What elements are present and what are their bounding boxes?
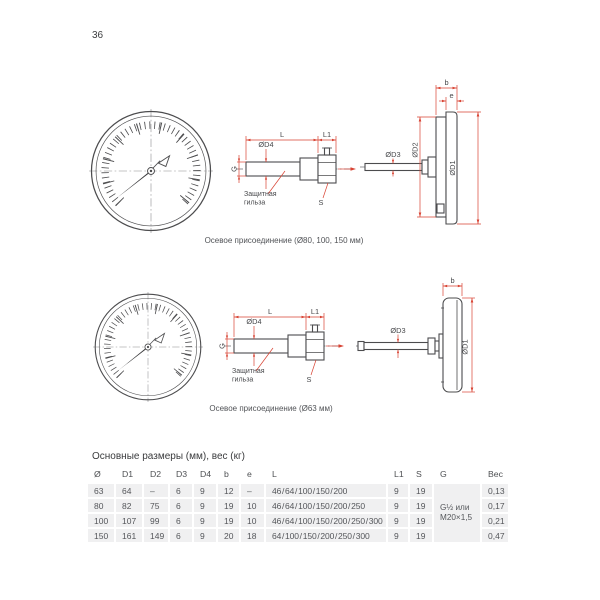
dial-gauge-drawing-small bbox=[93, 292, 203, 402]
label-sleeve-1: Защитная bbox=[232, 368, 265, 375]
figure-caption-small: Осевое присоединение (Ø63 мм) bbox=[209, 404, 333, 413]
dimension-L1 bbox=[318, 130, 336, 141]
gauge-hub-dot bbox=[150, 170, 152, 172]
label-b: b bbox=[450, 276, 455, 285]
label-D3: ØD3 bbox=[385, 150, 401, 159]
label-D1: ØD1 bbox=[460, 339, 470, 355]
col-header-d4: D4 bbox=[194, 468, 216, 482]
cell-l-values: 46 / 64 / 100 / 150 / 200 bbox=[266, 484, 386, 497]
label-L1: L1 bbox=[322, 130, 332, 139]
col-header-s: S bbox=[410, 468, 432, 482]
label-b: b bbox=[444, 78, 449, 87]
cell: 63 bbox=[88, 484, 114, 497]
col-header-d1: D1 bbox=[116, 468, 142, 482]
axis-arrow bbox=[326, 344, 344, 347]
g-thread-line1: G½ или bbox=[440, 502, 470, 512]
rear-view-large bbox=[360, 70, 495, 235]
cell: 107 bbox=[116, 514, 142, 527]
cell: 10 bbox=[241, 499, 264, 512]
cell-l-values: 46 / 64 / 100 / 150 / 200 / 250 bbox=[266, 499, 386, 512]
cell: 64 bbox=[116, 484, 142, 497]
dimension-G bbox=[230, 155, 247, 183]
label-sleeve-1: Защитная bbox=[244, 191, 277, 198]
dimension-D1 bbox=[461, 298, 476, 392]
rear-view-small bbox=[356, 262, 486, 402]
cell: 99 bbox=[144, 514, 168, 527]
cell: 80 bbox=[88, 499, 114, 512]
g-thread-line2: M20×1,5 bbox=[440, 513, 473, 522]
cell: 6 bbox=[170, 529, 192, 542]
cell: 6 bbox=[170, 484, 192, 497]
cell: 19 bbox=[410, 514, 432, 527]
cell: – bbox=[241, 484, 264, 497]
gauge-set-pointer bbox=[149, 333, 165, 345]
label-D3: ØD3 bbox=[390, 326, 406, 335]
dimension-b bbox=[443, 276, 462, 296]
cell: 9 bbox=[388, 484, 408, 497]
label-L: L bbox=[279, 130, 285, 139]
cell: 9 bbox=[194, 484, 216, 497]
col-header-l: L bbox=[266, 468, 386, 482]
case-body bbox=[441, 298, 462, 392]
table-row bbox=[88, 484, 508, 497]
figure-caption-large: Осевое присоединение (Ø80, 100, 150 мм) bbox=[204, 236, 364, 245]
col-header-d2: D2 bbox=[144, 468, 168, 482]
dimensions-table bbox=[86, 466, 510, 544]
cell: 19 bbox=[218, 499, 239, 512]
gauge-needle bbox=[117, 169, 152, 197]
cell: 9 bbox=[388, 499, 408, 512]
cell-l-values: 46 / 64 / 100 / 150 / 200 / 250 / 300 bbox=[266, 514, 386, 527]
thermowell-body bbox=[246, 148, 336, 183]
dimension-S bbox=[319, 183, 328, 207]
label-sleeve-2: гильза bbox=[244, 199, 266, 207]
gauge-hub-dot bbox=[147, 346, 149, 348]
cell: 9 bbox=[194, 529, 216, 542]
col-header-b: b bbox=[218, 468, 239, 482]
label-D4: ØD4 bbox=[246, 317, 262, 326]
col-header-e: e bbox=[241, 468, 264, 482]
label-L: L bbox=[267, 307, 273, 316]
label-sleeve-2: гильза bbox=[232, 376, 254, 384]
dimension-G bbox=[218, 332, 235, 360]
cell-weight: 0,47 bbox=[482, 529, 508, 542]
cell: 100 bbox=[88, 514, 114, 527]
gauge-minor-ticks bbox=[105, 125, 197, 203]
cell: 12 bbox=[218, 484, 239, 497]
cell: 75 bbox=[144, 499, 168, 512]
cell: 20 bbox=[218, 529, 239, 542]
cell: 19 bbox=[218, 514, 239, 527]
col-header-g: G bbox=[434, 468, 480, 482]
cell: 9 bbox=[388, 514, 408, 527]
col-header-weight: Вес bbox=[482, 468, 508, 482]
table-title: Основные размеры (мм), вес (кг) bbox=[92, 451, 245, 462]
label-S: S bbox=[306, 375, 312, 384]
col-header-d3: D3 bbox=[170, 468, 192, 482]
label-L1: L1 bbox=[310, 307, 320, 316]
axial-side-view-small bbox=[216, 295, 351, 400]
cell: 19 bbox=[410, 484, 432, 497]
axis-arrow bbox=[338, 167, 356, 170]
col-header-l1: L1 bbox=[388, 468, 408, 482]
dial-gauge-drawing-large bbox=[89, 109, 213, 233]
cell-weight: 0,13 bbox=[482, 484, 508, 497]
cell-weight: 0,21 bbox=[482, 514, 508, 527]
dimension-e bbox=[439, 91, 464, 110]
cell: 150 bbox=[88, 529, 114, 542]
label-e: e bbox=[449, 91, 454, 100]
cell-l-values: 64 / 100 / 150 / 200 / 250 / 300 bbox=[266, 529, 386, 542]
cell: 6 bbox=[170, 499, 192, 512]
table-header-row bbox=[88, 468, 508, 482]
cell: 10 bbox=[241, 514, 264, 527]
cell: 149 bbox=[144, 529, 168, 542]
dimension-b bbox=[436, 78, 457, 115]
label-G: G bbox=[229, 166, 239, 172]
dimension-S bbox=[307, 360, 316, 384]
gauge-minor-ticks bbox=[107, 306, 188, 375]
dimension-L1 bbox=[306, 307, 324, 318]
label-D1: ØD1 bbox=[448, 160, 457, 176]
label-D4: ØD4 bbox=[258, 140, 274, 149]
cell: 19 bbox=[410, 529, 432, 542]
col-header-diameter: Ø bbox=[88, 468, 114, 482]
cell: – bbox=[144, 484, 168, 497]
probe-and-union bbox=[358, 334, 443, 358]
cell-thread-g bbox=[434, 484, 480, 542]
cell: 19 bbox=[410, 499, 432, 512]
page-number: 36 bbox=[92, 30, 104, 41]
cell: 9 bbox=[388, 529, 408, 542]
gauge-set-pointer bbox=[152, 156, 170, 170]
label-S: S bbox=[318, 198, 324, 207]
cell: 9 bbox=[194, 514, 216, 527]
cell: 82 bbox=[116, 499, 142, 512]
axial-side-view-large bbox=[228, 118, 363, 223]
cell: 6 bbox=[170, 514, 192, 527]
thermowell-body bbox=[234, 325, 324, 360]
label-G: G bbox=[217, 343, 227, 349]
cell: 9 bbox=[194, 499, 216, 512]
cell: 18 bbox=[241, 529, 264, 542]
label-D2: ØD2 bbox=[410, 142, 420, 158]
cell-weight: 0,17 bbox=[482, 499, 508, 512]
gauge-needle bbox=[118, 346, 149, 371]
cell: 161 bbox=[116, 529, 142, 542]
